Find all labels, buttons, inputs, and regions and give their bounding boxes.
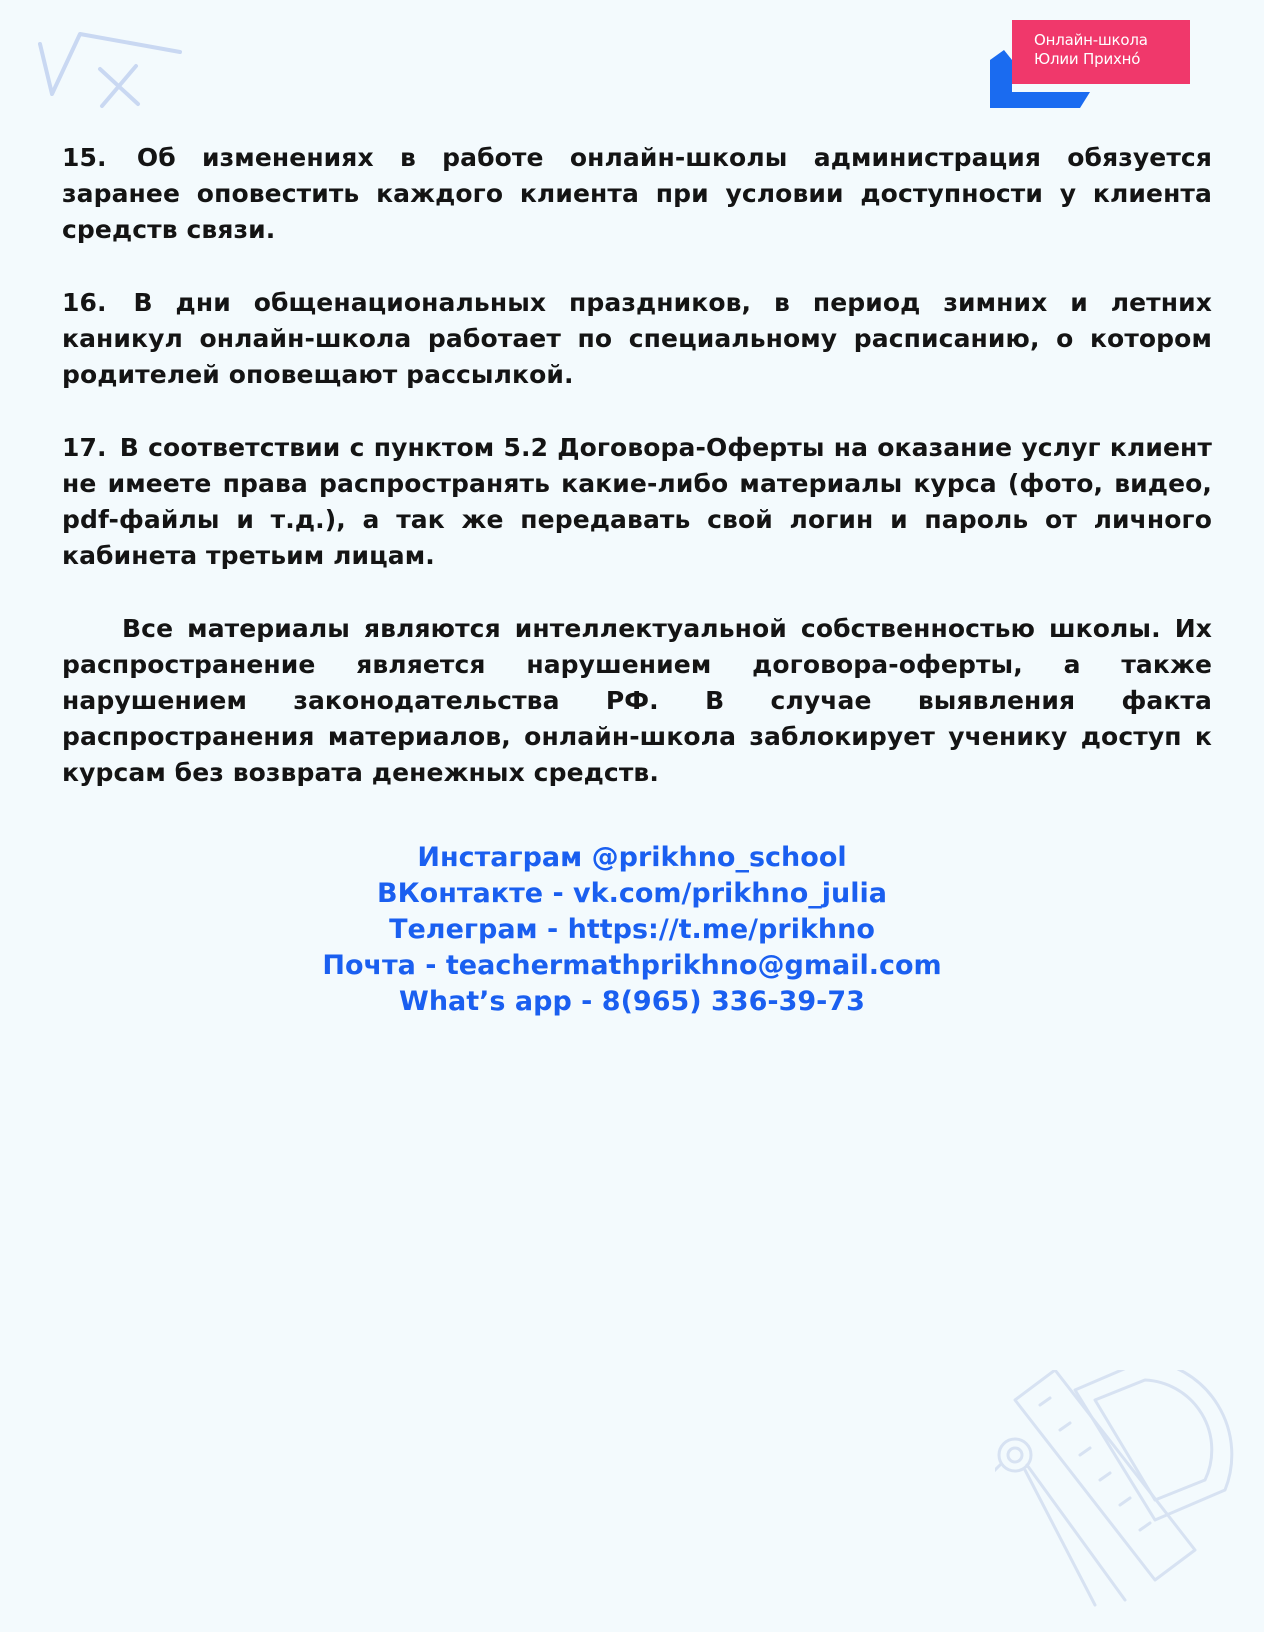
clause-text: В дни общенациональных праздников, в период зимних и летних каникул онлайн-школа работает по специальному расписанию, о котором родителей оповещают рассылкой. <box>62 288 1212 389</box>
document-body <box>62 140 1212 828</box>
clause-17 <box>62 430 1212 574</box>
contacts-block <box>0 840 1264 1020</box>
clause-number: 16. <box>62 288 107 317</box>
logo-line-1: Онлайн-школа <box>1034 31 1148 49</box>
clause-text: В соответствии с пунктом 5.2 Договора-Оферты на оказание услуг клиент не имеете права распространять какие-либо материалы курса (фото, видео, pdf-файлы и т.д.), а так же передавать свой логин и пароль от личного кабинета третьим лицам. <box>62 433 1212 570</box>
vk-link[interactable]: ВКонтакте - vk.com/prikhno_julia <box>377 878 887 909</box>
school-logo <box>990 20 1205 110</box>
logo-label <box>1012 20 1190 84</box>
geometry-tools-decoration <box>995 1370 1235 1610</box>
math-doodle-decoration <box>30 14 200 114</box>
telegram-link[interactable]: Телеграм - https://t.me/prikhno <box>389 914 875 945</box>
instagram-link[interactable]: Инстаграм @prikhno_school <box>417 842 847 873</box>
email-link[interactable]: Почта - teachermathprikhno@gmail.com <box>322 950 942 981</box>
copyright-notice: Все материалы являются интеллектуальной собственностью школы. Их распространение является нарушением договора-оферты, а также нарушением законодательства РФ. В случае выявления факта распространения материалов, онлайн-школа заблокирует ученику доступ к курсам без возврата денежных средств. <box>62 614 1212 787</box>
clause-number: 15. <box>62 143 107 172</box>
logo-line-2: Юлии Прихнó <box>1034 50 1141 68</box>
clause-number: 17. <box>62 433 107 462</box>
clause-text: Об изменениях в работе онлайн-школы администрация обязуется заранее оповестить каждого клиента при условии доступности у клиента средств связи. <box>62 143 1212 244</box>
clause-15 <box>62 140 1212 248</box>
whatsapp-link[interactable]: What’s app - 8(965) 336-39-73 <box>399 986 865 1017</box>
clause-16 <box>62 285 1212 393</box>
